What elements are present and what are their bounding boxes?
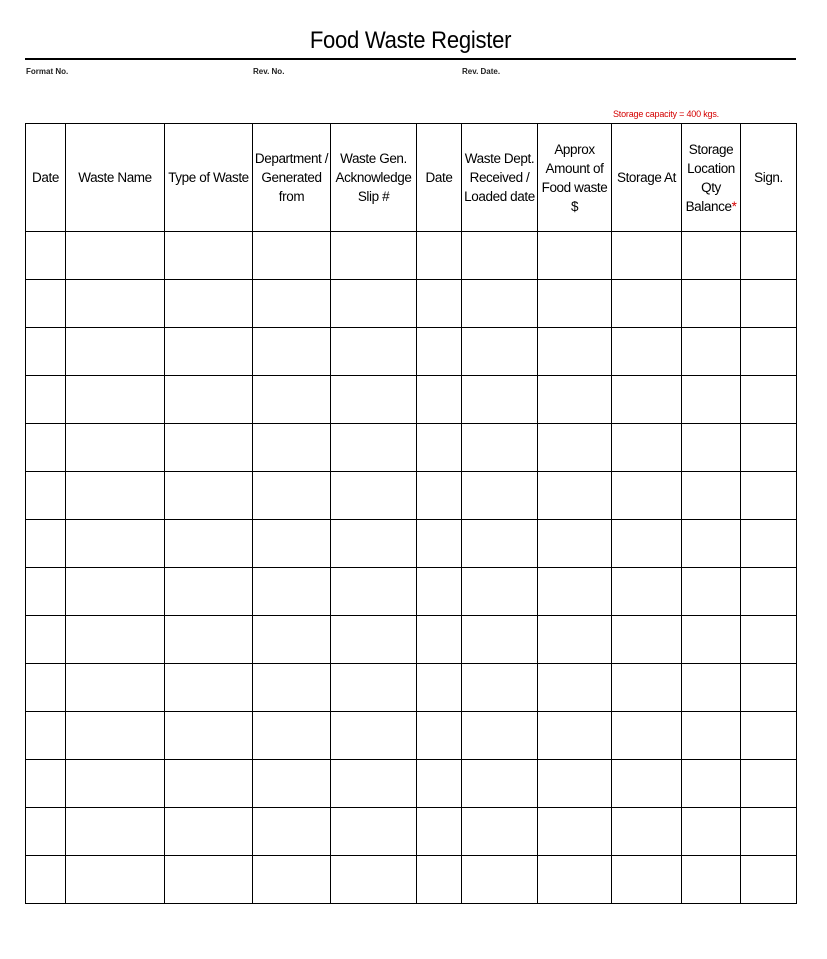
table-cell[interactable] xyxy=(331,328,417,376)
table-cell[interactable] xyxy=(165,568,253,616)
table-cell[interactable] xyxy=(417,472,462,520)
table-cell[interactable] xyxy=(462,328,538,376)
table-row xyxy=(26,424,797,472)
table-cell[interactable] xyxy=(66,472,165,520)
table-row xyxy=(26,472,797,520)
table-cell[interactable] xyxy=(538,664,612,712)
table-cell[interactable] xyxy=(538,232,612,280)
table-cell[interactable] xyxy=(538,280,612,328)
table-cell[interactable] xyxy=(682,232,741,280)
table-cell[interactable] xyxy=(612,760,682,808)
table-cell[interactable] xyxy=(165,520,253,568)
table-cell[interactable] xyxy=(741,568,797,616)
table-row xyxy=(26,232,797,280)
table-cell[interactable] xyxy=(331,856,417,904)
table-cell[interactable] xyxy=(741,280,797,328)
table-cell[interactable] xyxy=(26,808,66,856)
table-cell[interactable] xyxy=(682,712,741,760)
col-header-type-of-waste: Type of Waste xyxy=(165,124,253,232)
table-cell[interactable] xyxy=(538,568,612,616)
table-cell[interactable] xyxy=(682,472,741,520)
table-cell[interactable] xyxy=(331,664,417,712)
table-cell[interactable] xyxy=(612,856,682,904)
table-cell[interactable] xyxy=(331,520,417,568)
col-header-sign: Sign. xyxy=(741,124,797,232)
table-cell[interactable] xyxy=(66,712,165,760)
table-cell[interactable] xyxy=(612,376,682,424)
table-cell[interactable] xyxy=(26,856,66,904)
table-row xyxy=(26,280,797,328)
table-cell[interactable] xyxy=(538,424,612,472)
table-cell[interactable] xyxy=(253,712,331,760)
table-cell[interactable] xyxy=(165,376,253,424)
col-header-department: Department / Generated from xyxy=(253,124,331,232)
table-cell[interactable] xyxy=(26,472,66,520)
table-cell[interactable] xyxy=(741,328,797,376)
table-cell[interactable] xyxy=(462,280,538,328)
format-no-label: Format No. xyxy=(26,67,69,76)
table-cell[interactable] xyxy=(331,712,417,760)
table-row xyxy=(26,664,797,712)
table-cell[interactable] xyxy=(165,280,253,328)
table-cell[interactable] xyxy=(66,424,165,472)
table-cell[interactable] xyxy=(462,520,538,568)
table-cell[interactable] xyxy=(253,232,331,280)
table-cell[interactable] xyxy=(417,808,462,856)
table-row xyxy=(26,712,797,760)
table-cell[interactable] xyxy=(462,760,538,808)
title-divider xyxy=(25,58,796,60)
col-header-received-date: Waste Dept. Received / Loaded date xyxy=(462,124,538,232)
table-cell[interactable] xyxy=(165,856,253,904)
col-header-ack-slip: Waste Gen. Acknowledge Slip # xyxy=(331,124,417,232)
table-cell[interactable] xyxy=(165,328,253,376)
table-cell[interactable] xyxy=(682,664,741,712)
rev-no-label: Rev. No. xyxy=(253,67,285,76)
table-cell[interactable] xyxy=(612,328,682,376)
table-cell[interactable] xyxy=(538,760,612,808)
table-cell[interactable] xyxy=(612,520,682,568)
table-cell[interactable] xyxy=(538,376,612,424)
table-cell[interactable] xyxy=(331,472,417,520)
col-header-approx-amount: Approx Amount of Food waste $ xyxy=(538,124,612,232)
rev-date-label: Rev. Date. xyxy=(462,67,501,76)
table-cell[interactable] xyxy=(538,808,612,856)
table-cell[interactable] xyxy=(741,376,797,424)
table-cell[interactable] xyxy=(331,568,417,616)
table-cell[interactable] xyxy=(417,376,462,424)
col-header-date: Date xyxy=(26,124,66,232)
table-cell[interactable] xyxy=(165,472,253,520)
table-cell[interactable] xyxy=(26,712,66,760)
table-cell[interactable] xyxy=(462,856,538,904)
table-row xyxy=(26,568,797,616)
col-header-date-2: Date xyxy=(417,124,462,232)
table-cell[interactable] xyxy=(538,856,612,904)
table-cell[interactable] xyxy=(612,616,682,664)
waste-register-table xyxy=(25,123,797,904)
col-header-storage-balance xyxy=(682,124,741,232)
register-body xyxy=(26,232,797,904)
table-cell[interactable] xyxy=(612,568,682,616)
table-cell[interactable] xyxy=(165,664,253,712)
table-cell[interactable] xyxy=(417,760,462,808)
table-cell[interactable] xyxy=(253,568,331,616)
table-cell[interactable] xyxy=(253,664,331,712)
table-row xyxy=(26,760,797,808)
table-cell[interactable] xyxy=(253,472,331,520)
table-cell[interactable] xyxy=(462,568,538,616)
table-cell[interactable] xyxy=(253,808,331,856)
table-cell[interactable] xyxy=(417,424,462,472)
storage-capacity-note: Storage capacity = 400 kgs. xyxy=(613,109,719,119)
table-cell[interactable] xyxy=(682,280,741,328)
table-cell[interactable] xyxy=(462,424,538,472)
table-row xyxy=(26,856,797,904)
table-cell[interactable] xyxy=(741,520,797,568)
table-cell[interactable] xyxy=(682,808,741,856)
table-cell[interactable] xyxy=(538,712,612,760)
table-cell[interactable] xyxy=(682,376,741,424)
storage-balance-label: Storage Location Qty Balance xyxy=(685,141,735,214)
table-cell[interactable] xyxy=(26,376,66,424)
table-cell[interactable] xyxy=(682,328,741,376)
table-cell[interactable] xyxy=(612,424,682,472)
table-cell[interactable] xyxy=(165,712,253,760)
table-row xyxy=(26,376,797,424)
table-cell[interactable] xyxy=(538,616,612,664)
table-cell[interactable] xyxy=(66,520,165,568)
table-cell[interactable] xyxy=(331,280,417,328)
table-cell[interactable] xyxy=(253,520,331,568)
table-cell[interactable] xyxy=(253,328,331,376)
table-cell[interactable] xyxy=(612,232,682,280)
table-cell[interactable] xyxy=(682,856,741,904)
table-cell[interactable] xyxy=(26,424,66,472)
table-cell[interactable] xyxy=(253,424,331,472)
table-cell[interactable] xyxy=(66,664,165,712)
table-cell[interactable] xyxy=(612,712,682,760)
table-cell[interactable] xyxy=(66,280,165,328)
table-cell[interactable] xyxy=(417,616,462,664)
table-cell[interactable] xyxy=(538,520,612,568)
table-cell[interactable] xyxy=(417,664,462,712)
table-cell[interactable] xyxy=(741,664,797,712)
table-cell[interactable] xyxy=(331,376,417,424)
table-cell[interactable] xyxy=(741,472,797,520)
table-cell[interactable] xyxy=(253,376,331,424)
table-cell[interactable] xyxy=(26,568,66,616)
table-cell[interactable] xyxy=(165,232,253,280)
table-cell[interactable] xyxy=(417,712,462,760)
table-row xyxy=(26,616,797,664)
table-cell[interactable] xyxy=(165,760,253,808)
table-cell[interactable] xyxy=(741,232,797,280)
table-cell[interactable] xyxy=(331,424,417,472)
table-cell[interactable] xyxy=(462,232,538,280)
table-cell[interactable] xyxy=(253,616,331,664)
table-cell[interactable] xyxy=(462,664,538,712)
table-cell[interactable] xyxy=(741,424,797,472)
table-cell[interactable] xyxy=(538,472,612,520)
table-cell[interactable] xyxy=(165,424,253,472)
table-cell[interactable] xyxy=(253,280,331,328)
table-cell[interactable] xyxy=(66,376,165,424)
col-header-waste-name: Waste Name xyxy=(66,124,165,232)
table-cell[interactable] xyxy=(417,520,462,568)
header-row xyxy=(26,124,797,232)
table-row xyxy=(26,328,797,376)
table-cell[interactable] xyxy=(682,568,741,616)
table-cell[interactable] xyxy=(741,616,797,664)
table-cell[interactable] xyxy=(26,232,66,280)
table-cell[interactable] xyxy=(66,568,165,616)
table-cell[interactable] xyxy=(331,232,417,280)
table-cell[interactable] xyxy=(741,760,797,808)
required-asterisk: * xyxy=(731,198,737,214)
table-cell[interactable] xyxy=(66,616,165,664)
table-cell[interactable] xyxy=(253,856,331,904)
table-cell[interactable] xyxy=(612,664,682,712)
table-cell[interactable] xyxy=(417,328,462,376)
table-cell[interactable] xyxy=(417,568,462,616)
table-cell[interactable] xyxy=(66,808,165,856)
table-cell[interactable] xyxy=(417,280,462,328)
table-cell[interactable] xyxy=(165,808,253,856)
table-row xyxy=(26,520,797,568)
table-cell[interactable] xyxy=(462,712,538,760)
table-cell[interactable] xyxy=(612,808,682,856)
table-cell[interactable] xyxy=(682,424,741,472)
table-cell[interactable] xyxy=(26,520,66,568)
table-cell[interactable] xyxy=(26,328,66,376)
table-cell[interactable] xyxy=(462,376,538,424)
table-cell[interactable] xyxy=(682,760,741,808)
table-cell[interactable] xyxy=(682,616,741,664)
col-header-storage-at: Storage At xyxy=(612,124,682,232)
table-cell[interactable] xyxy=(462,808,538,856)
table-cell[interactable] xyxy=(741,712,797,760)
table-cell[interactable] xyxy=(253,760,331,808)
table-cell[interactable] xyxy=(331,760,417,808)
table-cell[interactable] xyxy=(26,280,66,328)
table-cell[interactable] xyxy=(538,328,612,376)
table-cell[interactable] xyxy=(417,232,462,280)
table-cell[interactable] xyxy=(612,280,682,328)
table-cell[interactable] xyxy=(462,472,538,520)
table-cell[interactable] xyxy=(66,856,165,904)
table-cell[interactable] xyxy=(417,856,462,904)
table-cell[interactable] xyxy=(165,616,253,664)
table-cell[interactable] xyxy=(741,808,797,856)
table-cell[interactable] xyxy=(331,808,417,856)
table-row xyxy=(26,808,797,856)
table-cell[interactable] xyxy=(462,616,538,664)
table-cell[interactable] xyxy=(66,232,165,280)
table-cell[interactable] xyxy=(26,616,66,664)
table-cell[interactable] xyxy=(741,856,797,904)
page-title: Food Waste Register xyxy=(309,27,512,54)
table-cell[interactable] xyxy=(682,520,741,568)
table-cell[interactable] xyxy=(26,664,66,712)
table-cell[interactable] xyxy=(26,760,66,808)
table-cell[interactable] xyxy=(331,616,417,664)
table-cell[interactable] xyxy=(612,472,682,520)
table-cell[interactable] xyxy=(66,328,165,376)
table-cell[interactable] xyxy=(66,760,165,808)
